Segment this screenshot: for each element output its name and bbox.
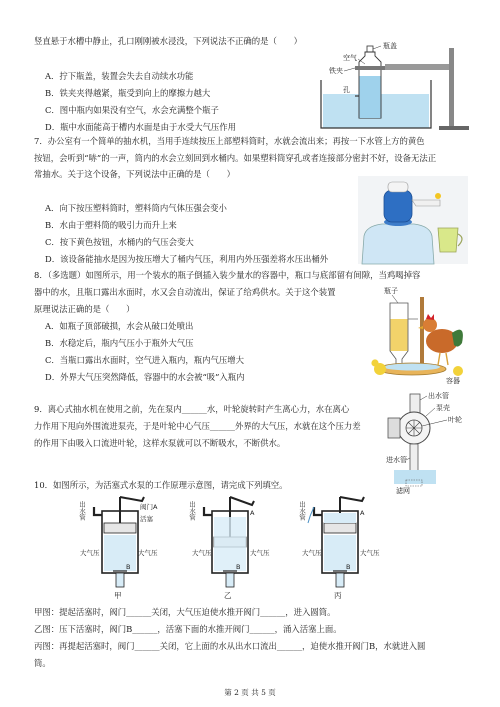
q7-stem-line-2: 按钮，会听到“哧”的一声，筒内的水会立刻回到水桶内。如果塑料筒穿孔或者连接部分密封不好，设备无法正: [34, 153, 437, 163]
q7-stem-line-3: 常抽水。关于这个设备，下列说法中正确的是（ ）: [34, 169, 235, 179]
q10-caption-yi: 乙: [224, 591, 232, 600]
q8-option-c: C．当瓶口露出水面时，空气进入瓶内，瓶内气压增大: [45, 355, 245, 365]
q6-option-c: C．图中瓶内如果没有空气，水会充满整个瓶子: [45, 105, 219, 115]
q9-stem-line-1: 9．离心式抽水机在使用之前，先在泵内______水，叶轮旋转时产生离心力，水在离心: [34, 404, 350, 414]
q8-label-bottle: 瓶子: [384, 287, 398, 295]
q6-label-clamp: 铁夹: [329, 67, 343, 75]
q8-stem-line-2: 器中的水，且瓶口露出水面时，水又会自动流出，保证了给鸡供水。关于这个装置: [34, 287, 336, 297]
q6-label-hole: 孔: [343, 86, 350, 94]
q10-jia-atm-label-left: 大气压: [80, 549, 100, 557]
q10-yi-atm-label-left: 大气压: [192, 549, 212, 557]
q9-label-outlet: 出水管: [428, 392, 449, 400]
q10-diagram-bing: [298, 497, 380, 587]
page-footer: 第 2 页 共 5 页: [224, 688, 276, 697]
q10-yi-valve-b-label: B: [236, 563, 241, 571]
q8-chicken-feeder-figure: [362, 285, 472, 385]
q6-option-a: A．拧下瓶盖，装置会失去自动续水功能: [45, 71, 194, 81]
q9-stem-line-3: 的作用下由吸入口流进叶轮，这样水泵就可以不断吸水，不断供水。: [34, 438, 286, 448]
q10-answer-bing-cont: 筒。: [34, 658, 51, 668]
q6-option-d: D．瓶中水面能高于槽内水面是由于水受大气压作用: [45, 122, 236, 132]
q6-bottle-figure: [315, 40, 475, 132]
q10-jia-atm-label-right: 大气压: [138, 549, 158, 557]
q10-jia-valve-b-label: B: [126, 563, 131, 571]
q10-answer-bing: 丙图：再提起活塞时，阀门______关闭，它上面的水从出水口流出______，迫使水推开阀门B，水就进入圆: [34, 641, 426, 651]
q8-option-b: B．水稳定后，瓶内气压小于瓶外大气压: [45, 338, 194, 348]
q6-stem: 竖直悬于水槽中静止，孔口刚刚被水浸没，下列说法不正确的是（ ）: [34, 36, 302, 46]
q9-label-casing: 泵壳: [436, 404, 450, 412]
q10-bing-atm-label-left: 大气压: [302, 549, 322, 557]
q7-water-pump-photo: [358, 176, 468, 264]
q10-answer-yi: 乙图：压下活塞时，阀门B______，活塞下面的水推开阀门______，涌入活塞上面。: [34, 624, 342, 634]
q10-diagram-jia: [78, 497, 158, 587]
q6-label-air: 空气: [343, 54, 357, 62]
q7-option-b: B．水由于塑料筒的吸引力而升上来: [45, 220, 177, 230]
q6-label-cap: 瓶盖: [383, 42, 397, 50]
q9-centrifugal-pump-figure: [384, 388, 484, 496]
q10-yi-atm-label-right: 大气压: [250, 549, 270, 557]
q8-option-a: A．如瓶子顶部破损，水会从破口处喷出: [45, 321, 194, 331]
q10-bing-valve-b-label: B: [346, 563, 351, 571]
q10-jia-outlet-label: 出水管: [78, 501, 86, 521]
q9-label-filter: 滤网: [396, 487, 410, 495]
q9-label-impeller: 叶轮: [448, 416, 462, 424]
q8-option-d: D．外界大气压突然降低，容器中的水会被“吸”入瓶内: [45, 372, 245, 382]
q10-diagram-yi: [188, 497, 270, 587]
q10-stem: 10．如图所示，为活塞式水泵的工作原理示意图，请完成下列填空。: [34, 480, 288, 490]
q7-option-a: A．向下按压塑料筒时，塑料筒内气体压强会变小: [45, 203, 227, 213]
q10-bing-outlet-label: 出水管: [298, 501, 306, 521]
q9-label-inlet: 进水管: [386, 456, 407, 464]
q7-option-d: D．该设备能抽水是因为按压增大了桶内气压，利用内外压强差将水压出桶外: [45, 254, 329, 264]
q10-bing-atm-label-right: 大气压: [360, 549, 380, 557]
q8-label-container: 容器: [446, 377, 460, 385]
q7-stem-line-1: 7．办公室有一个简单的抽水机，当用手连续按压上部塑料筒时，水就会流出来；再按一下水管上方的黄色: [34, 136, 425, 146]
q10-jia-piston-label: 活塞: [140, 515, 153, 523]
q10-yi-outlet-label: 出水管: [188, 501, 196, 521]
q10-answer-jia: 甲图：提起活塞时，阀门______关闭，大气压迫使水推开阀门______，进入圆筒。: [34, 607, 336, 617]
q8-stem-line-1: 8．（多选题）如图所示，用一个装水的瓶子倒插入装少量水的容器中，瓶口与底部留有间隙，当鸡喝掉容: [34, 270, 421, 280]
q10-caption-bing: 丙: [334, 591, 342, 600]
q10-piston-pump-diagrams: [80, 493, 410, 589]
q10-yi-valve-a-label: A: [250, 509, 255, 517]
q6-option-b: B．铁夹夹得越紧，瓶受到向上的摩擦力越大: [45, 88, 211, 98]
q7-option-c: C．按下黄色按钮，水桶内的气压会变大: [45, 237, 194, 247]
q9-stem-line-2: 力作用下甩向外围流进泵壳，于是叶轮中心气压______外界的大气压，水就在这个压力差: [34, 421, 361, 431]
q10-caption-jia: 甲: [114, 591, 122, 600]
q10-bing-valve-a-label: A: [360, 509, 365, 517]
q8-stem-line-3: 原理说法正确的是（ ）: [34, 304, 135, 314]
q10-jia-valve-a-label: 阀门A: [140, 503, 158, 511]
